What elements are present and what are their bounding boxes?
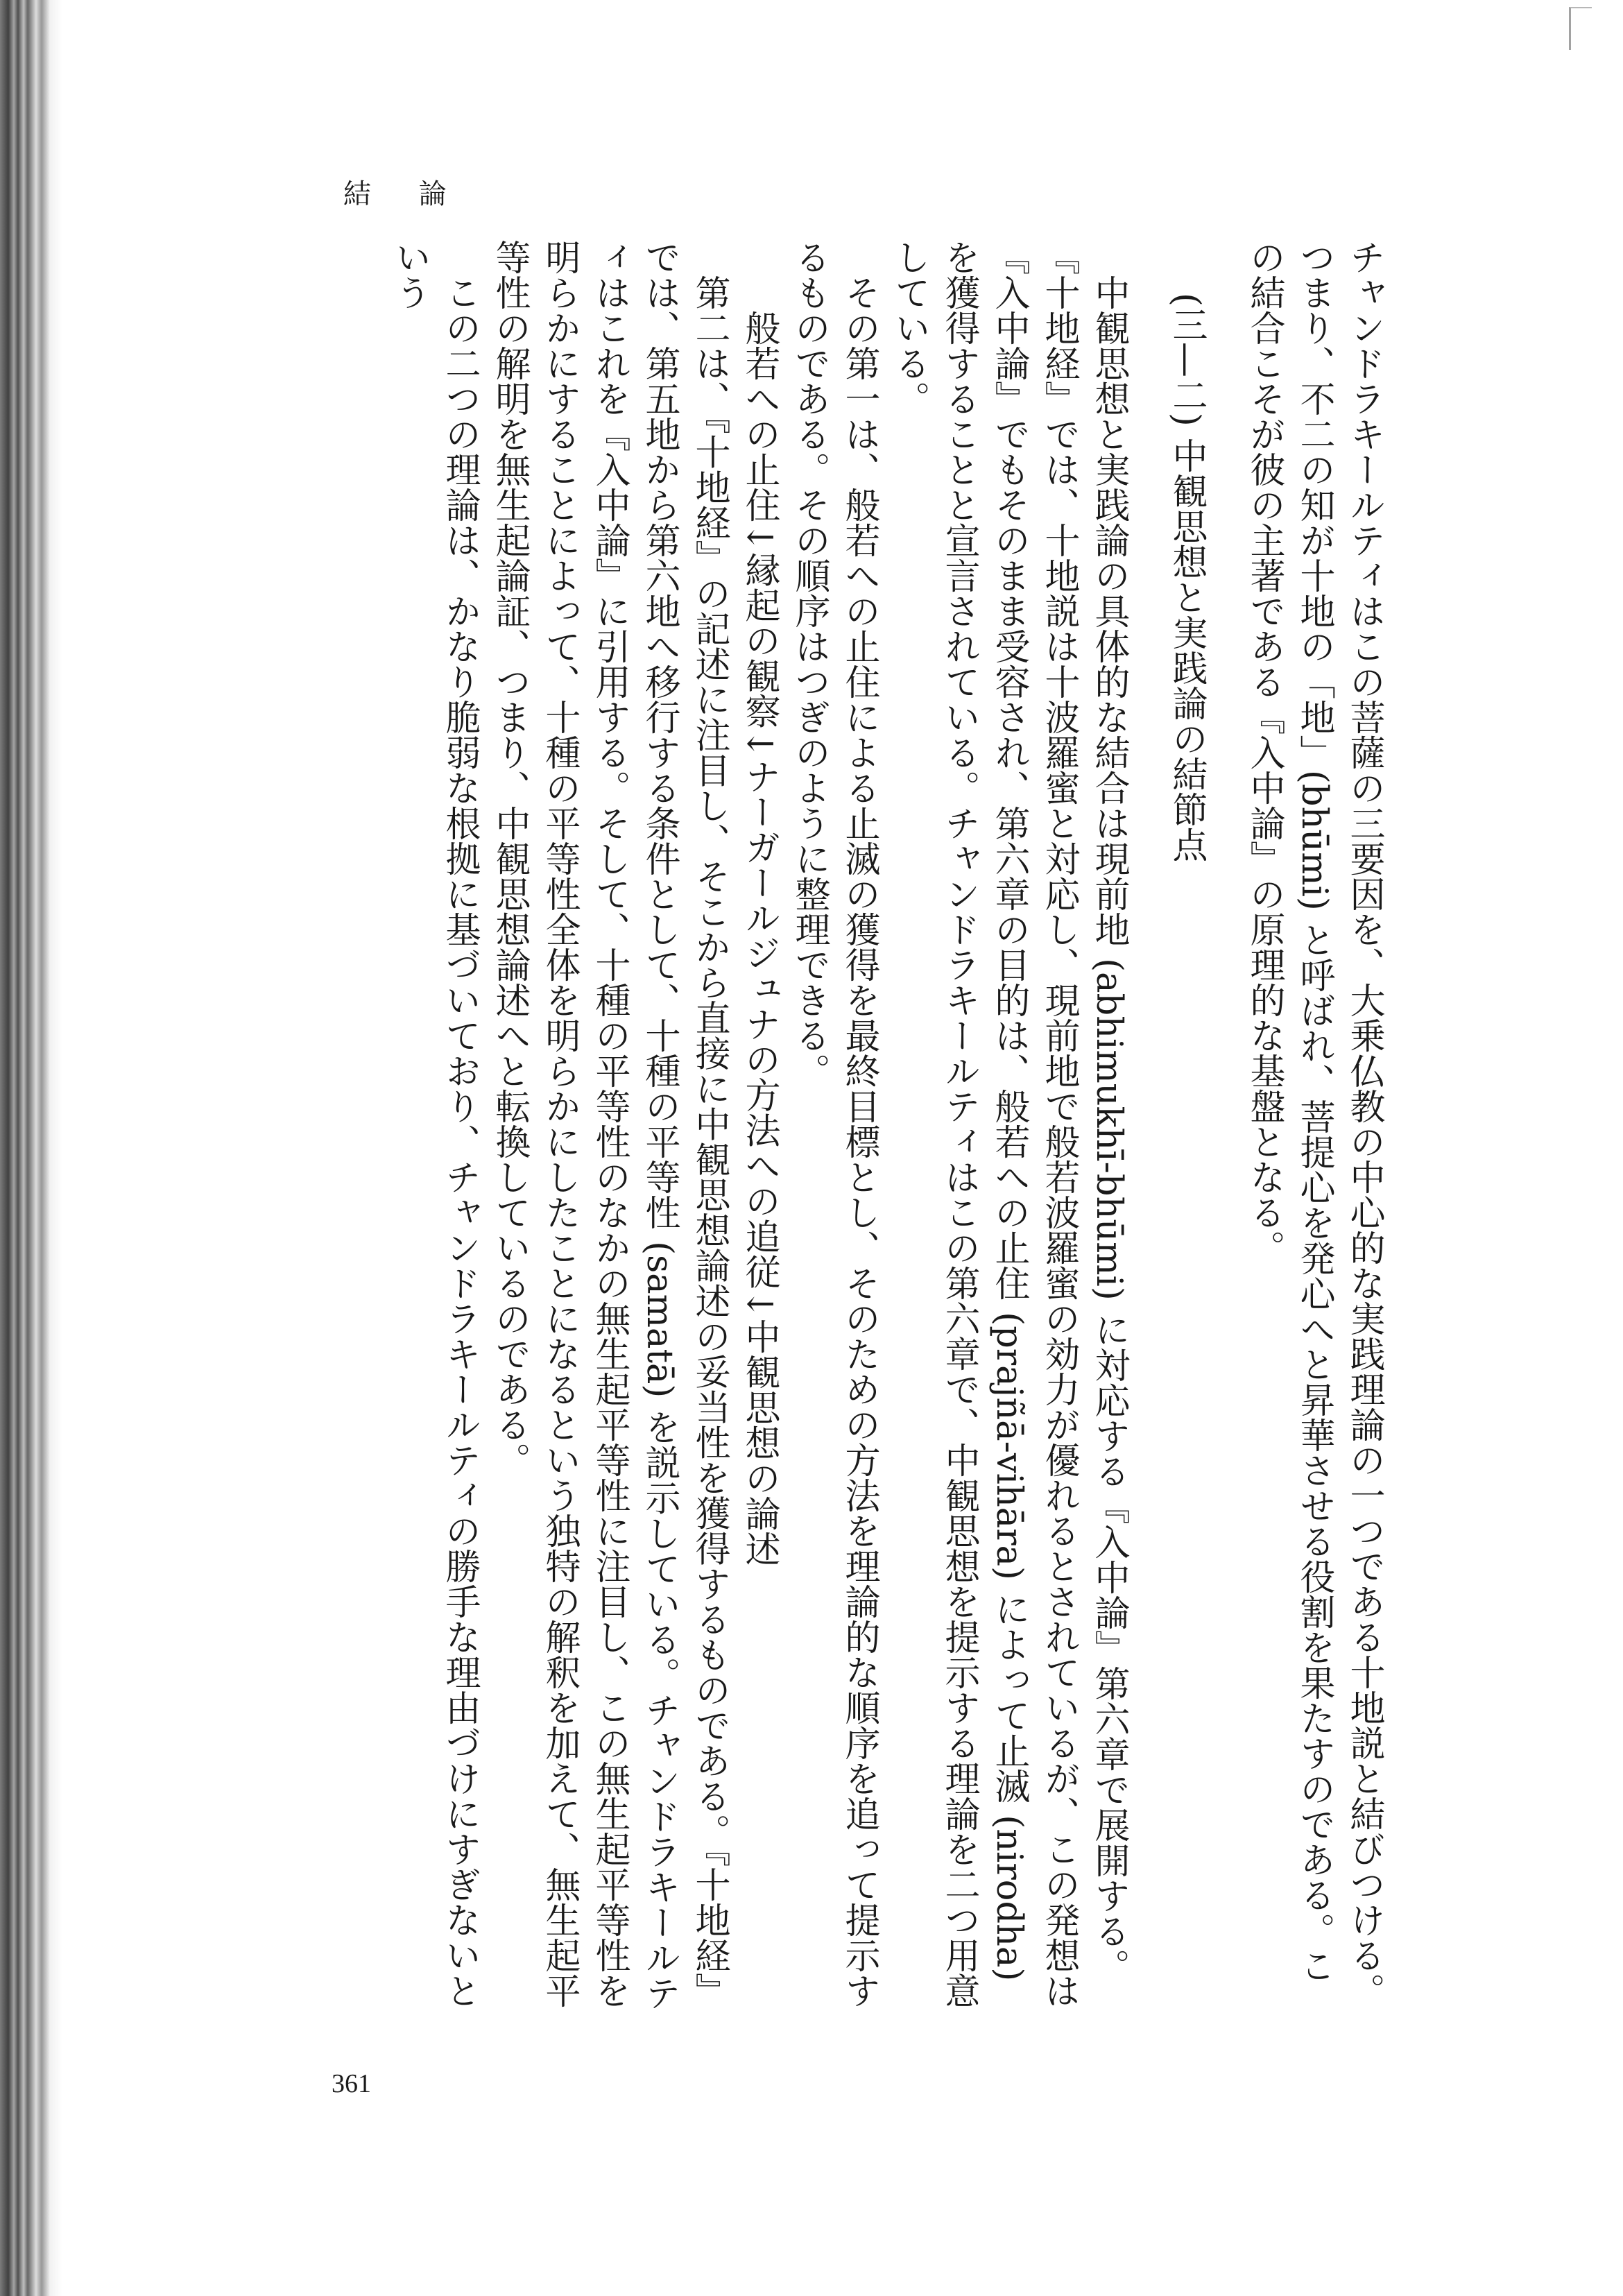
scan-corner-mark [1569, 7, 1592, 50]
body-text [251, 239, 1389, 2019]
binding-shadow [0, 0, 62, 2296]
page-number: 361 [332, 2069, 371, 2098]
paragraph-2: 中観思想と実践論の具体的な結合は現前地 (abhimukhī-bhūmi) に対応する『入中論』第六章で展開する。『十地経』では、十地説は十波羅蜜と対応し、現前地で般若波羅蜜の効力が優れるとされているが、この発想は『入中論』でもそのまま受容され、第六章の目的は、般若への止住 (prajñā-vihāra) によって止滅 (nirodha) を獲得することと宣言されている。チャンドラキールティはこの第六章で、中観思想を提示する理論を二つ用意している。 [888, 239, 1129, 2008]
sequence-line: 般若への止住↓縁起の観察↓ナーガールジュナの方法への追従↓中観思想の論述 [739, 310, 780, 1567]
paragraph-4: 第二は、『十地経』の記述に注目し、そこから直接に中観思想論述の妥当性を獲得するものである。『十地経』では、第五地から第六地へ移行する条件として、十種の平等性 (samatā) を説示している。チャンドラキールティはこれを『入中論』に引用する。そして、十種の平等性のなかの無生起平等性に注目し、この無生起平等性を明らかにすることによって、十種の平等性全体を明らかにしたことになるという独特の解釈を加えて、無生起平等性の解明を無生起論証、つまり、中観思想論述へと転換しているのである。 [489, 239, 730, 2011]
paragraph-1: チャンドラキールティはこの菩薩の三要因を、大乗仏教の中心的な実践理論の一つである十地説と結びつける。つまり、不二の知が十地の「地」(bhūmi) と呼ばれ、菩提心を発心へと昇華させる役割を果たすのである。この結合こそが彼の主著である『入中論』の原理的な基盤となる。 [1244, 239, 1384, 2008]
paragraph-3: その第一は、般若への止住による止滅の獲得を最終目標とし、そのための方法を理論的な順序を追って提示するものである。その順序はつぎのように整理できる。 [789, 239, 879, 2008]
running-head: 結 論 [343, 178, 466, 210]
section-heading: (三—二) 中観思想と実践論の結節点 [1166, 292, 1207, 862]
paragraph-5: この二つの理論は、かなり脆弱な根拠に基づいており、チャンドラキールティの勝手な理由づけにすぎないという [389, 239, 480, 2008]
